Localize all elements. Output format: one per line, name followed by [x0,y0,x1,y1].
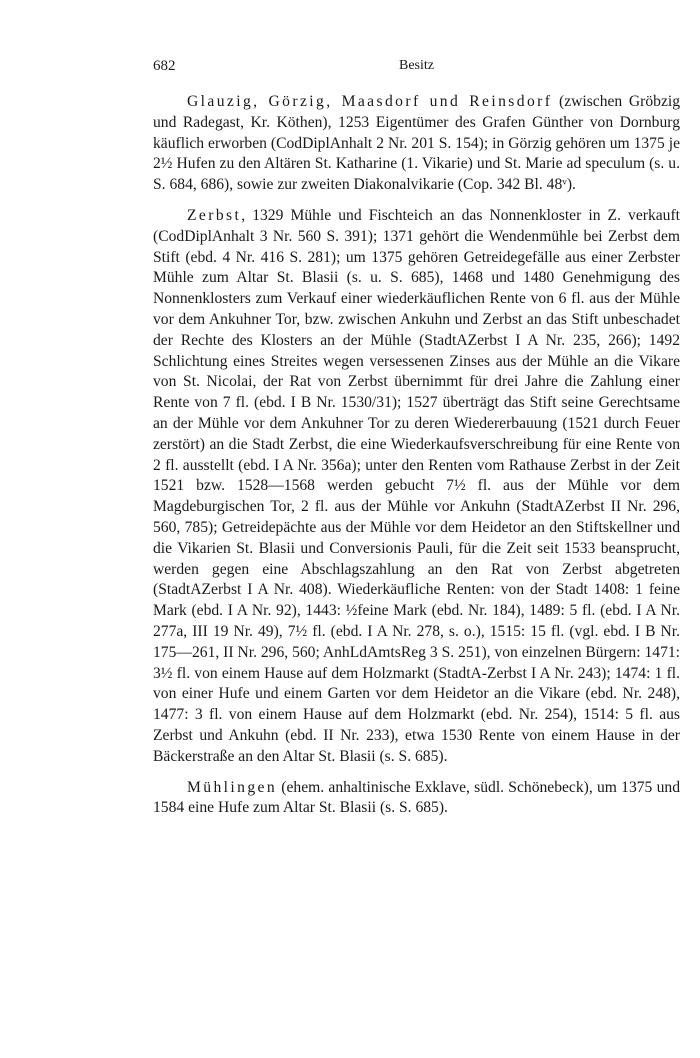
running-head: Besitz [399,58,434,73]
paragraph-muehlingen [153,778,680,820]
paragraph-glauzig [153,92,680,196]
paragraph-text: (ehem. anhaltinische Exklave, südl. Schönebeck), um 1375 und 1584 eine Hufe zum Altar St. Blasii (s. S. 685). [153,778,680,817]
lemma-glauzig: Glauzig, Görzig, Maasdorf und Reinsdorf [187,93,553,110]
paragraph-text: (zwischen Gröbzig und Radegast, Kr. Köthen), 1253 Eigentümer des Grafen Günther von Dornburg käuflich erworben (CodDiplAnhalt 2 Nr. 201 S. 154); in Görzig gehören um 1375 je 2½ Hufen zu den Altären St. Katharine (1. Vikarie) und St. Marie ad speculum (s. u. S. 684, 686), sowie zur zweiten Diakonalvikarie (Cop. 342 Bl. 48ᵛ). [153,93,680,194]
page-header [153,58,680,82]
lemma-zerbst: Zerbst [187,206,242,224]
paragraph-text: , 1329 Mühle und Fischteich an das Nonnenkloster in Z. verkauft (CodDiplAnhalt 3 Nr. 560 S. 391); 1371 gehört die Wendenmühle bei Zerbst dem Stift (ebd. 4 Nr. 416 S. 281); um 1375 gehören Getreidegefälle aus einer Zerbster Mühle zum Altar St. Blasii (s. u. S. 685), 1468 und 1480 Genehmigung des Nonnenklosters zum Verkauf einer wiederkäuflichen Rente von 6 fl. aus der Mühle vor dem Ankuhner Tor, bzw. zwischen Ankuhn und Zerbst an das Stift unbeschadet der Rechte des Klosters an der Mühle (StadtAZerbst I A Nr. 235, 266); 1492 Schlichtung eines Streites wegen versessenen Zinses aus der Mühle an die Vikare von St. Nicolai, der Rat von Zerbst übernimmt für drei Jahre die Zahlung einer Rente von 7 fl. (ebd. I B Nr. 1530/31); 1527 überträgt das Stift seine Gerechtsame an der Mühle vor dem Ankuhner Tor zu deren Wiedererbauung (1521 durch Feuer zerstört) an die Stadt Zerbst, die eine Wiederkaufsverschreibung für eine Rente von 2 fl. ausstellt (ebd. I A Nr. 356a); unter den Renten vom Rathause Zerbst in der Zeit 1521 bzw. 1528—1568 werden gebucht 7½ fl. aus der Mühle vor dem Magdeburgischen Tor, 2 fl. aus der Mühle vor Ankuhn (StadtAZerbst II Nr. 296, 560, 785); Getreidepächte aus der Mühle vor dem Heidetor an den Stiftskellner und die Vikarien St. Blasii und Conversionis Pauli, für die Zeit seit 1533 beansprucht, werden gegen eine Abschlagszahlung an den Rat von Zerbst abgetreten (StadtAZerbst I A Nr. 408). Wiederkäufliche Renten: von der Stadt 1408: 1 feine Mark (ebd. I A Nr. 92), 1443: ½feine Mark (ebd. Nr. 184), 1489: 5 fl. (ebd. I A Nr. 277a, III 19 Nr. 49), 7½ fl. (ebd. I A Nr. 278, s. o.), 1515: 15 fl. (vgl. ebd. I B Nr. 175—261, II Nr. 296, 560; AnhLdAmtsReg 3 S. 251), von einzelnen Bürgern: 1471: 3½ fl. von einem Hause auf dem Holzmarkt (StadtA-Zerbst I A Nr. 243); 1474: 1 fl. von einer Hufe und einem Garten vor dem Heidetor an die Vikare (ebd. Nr. 248), 1477: 3 fl. von einem Hause auf dem Holzmarkt (ebd. Nr. 254), 1514: 5 fl. aus Zerbst und Ankuhn (ebd. II Nr. 233), etwa 1530 Rente von einem Hause in der Bäckerstraße an den Altar St. Blasii (s. S. 685). [153,206,680,765]
body-text [153,92,680,829]
lemma-muehlingen: Mühlingen [187,778,278,796]
paragraph-zerbst [153,206,680,768]
page-number: 682 [153,58,176,74]
